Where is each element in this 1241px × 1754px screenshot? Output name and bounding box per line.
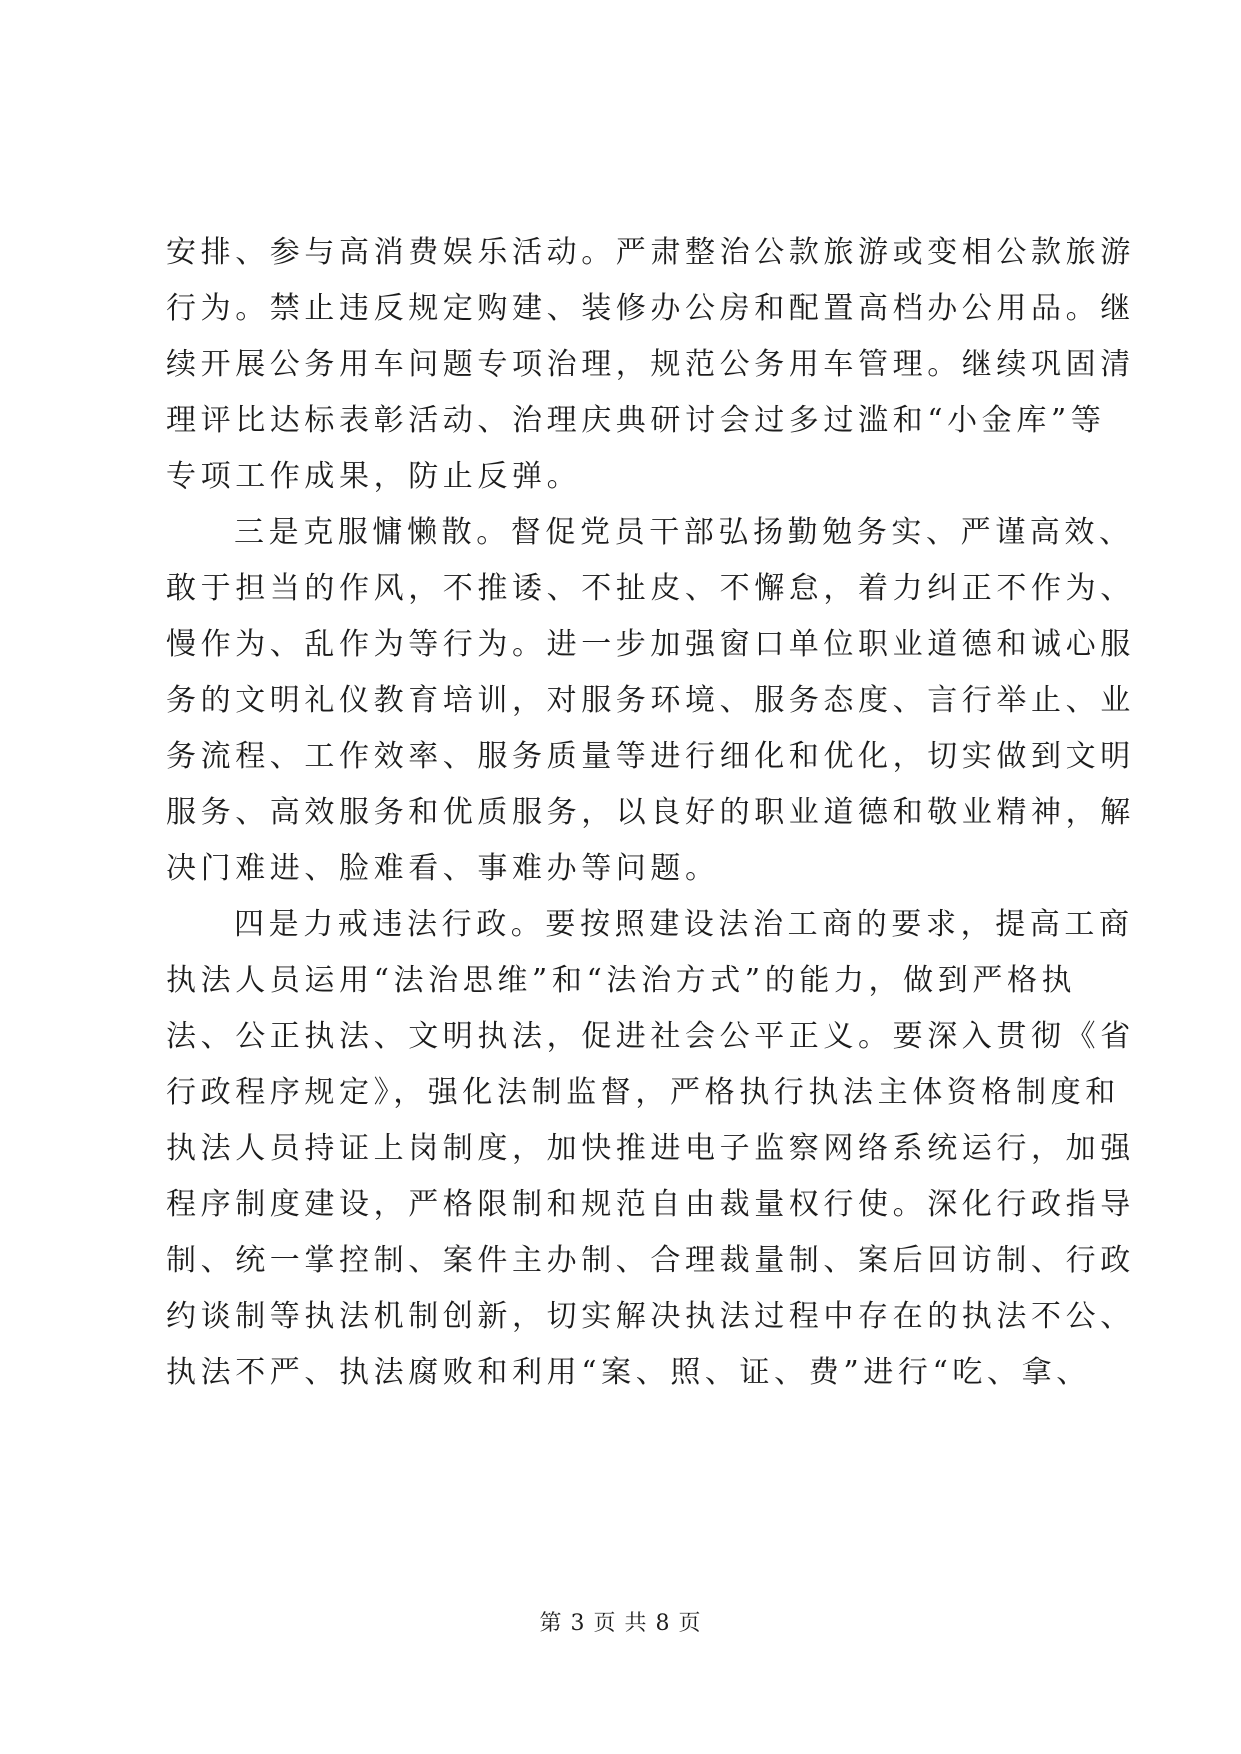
- text-line: 务流程、工作效率、服务质量等进行细化和优化，切实做到文明: [166, 739, 1135, 774]
- text-line: 务的文明礼仪教育培训，对服务环境、服务态度、言行举止、业: [166, 683, 1135, 718]
- paragraph-first-line: 三是克服慵懒散。督促党员干部弘扬勤勉务实、严谨高效、: [234, 515, 1134, 550]
- text-line: 安排、参与高消费娱乐活动。严肃整治公款旅游或变相公款旅游: [166, 235, 1135, 270]
- text-line: 慢作为、乱作为等行为。进一步加强窗口单位职业道德和诚心服: [166, 627, 1135, 662]
- body-text: [166, 225, 1135, 1401]
- text-line: 程序制度建设，严格限制和规范自由裁量权行使。深化行政指导: [166, 1187, 1135, 1222]
- text-line: 制、统一掌控制、案件主办制、合理裁量制、案后回访制、行政: [166, 1243, 1135, 1278]
- text-line: 执法人员运用“法治思维”和“法治方式”的能力，做到严格执: [166, 963, 1077, 998]
- text-line: 理评比达标表彰活动、治理庆典研讨会过多过滥和“小金库”等: [166, 403, 1106, 438]
- text-line: 服务、高效服务和优质服务，以良好的职业道德和敬业精神，解: [166, 795, 1135, 830]
- text-line: 敢于担当的作风，不推诿、不扯皮、不懈怠，着力纠正不作为、: [166, 571, 1135, 606]
- text-line: 约谈制等执法机制创新，切实解决执法过程中存在的执法不公、: [166, 1299, 1135, 1334]
- text-line: 执法不严、执法腐败和利用“案、照、证、费”进行“吃、拿、: [166, 1355, 1091, 1390]
- text-line: 行政程序规定》，强化法制监督，严格执行执法主体资格制度和: [166, 1075, 1120, 1110]
- text-line: 行为。禁止违反规定购建、装修办公房和配置高档办公用品。继: [166, 291, 1135, 326]
- text-line: 决门难进、脸难看、事难办等问题。: [166, 851, 720, 886]
- text-line: 法、公正执法、文明执法，促进社会公平正义。要深入贯彻《省: [166, 1019, 1135, 1054]
- text-line: 执法人员持证上岗制度，加快推进电子监察网络系统运行，加强: [166, 1131, 1135, 1166]
- text-line: 续开展公务用车问题专项治理，规范公务用车管理。继续巩固清: [166, 347, 1135, 382]
- page-footer: 第 3 页 共 8 页: [539, 1611, 702, 1636]
- paragraph-first-line: 四是力戒违法行政。要按照建设法治工商的要求，提高工商: [234, 907, 1134, 942]
- text-line: 专项工作成果，防止反弹。: [166, 459, 582, 494]
